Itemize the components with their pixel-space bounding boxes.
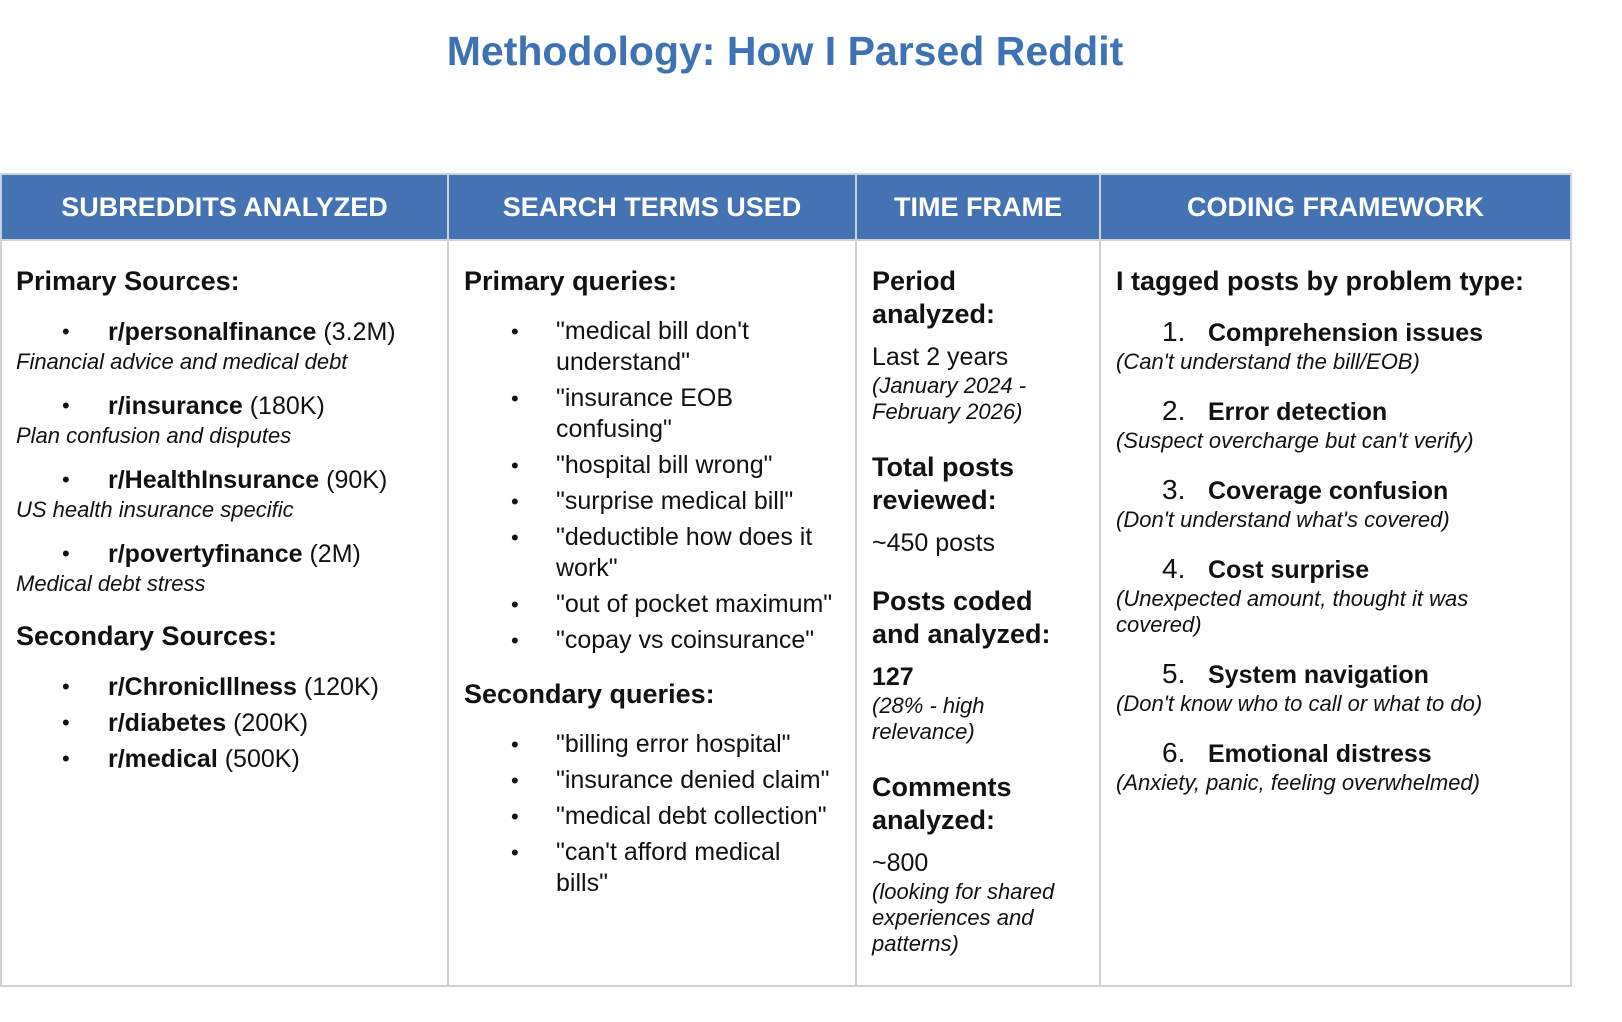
bullet-icon: • [511, 592, 519, 617]
bullet-icon: • [511, 804, 519, 829]
list-item: • r/personalfinance (3.2M) Financial advice and medical debt [16, 318, 396, 374]
header-search-terms: SEARCH TERMS USED [448, 174, 856, 240]
list-item: • "hospital bill wrong" [511, 451, 773, 479]
search-terms-cell [448, 240, 856, 986]
list-item: • "insurance EOB confusing" [511, 384, 734, 443]
list-item: • "copay vs coinsurance" [511, 626, 815, 654]
bullet-icon: • [511, 525, 519, 550]
header-time-frame: TIME FRAME [856, 174, 1100, 240]
list-item: • "billing error hospital" [511, 730, 791, 758]
list-item: • r/diabetes (200K) [62, 709, 309, 737]
subreddits-cell [1, 240, 448, 986]
time-frame-cell [856, 240, 1100, 986]
list-item: • "medical bill don't understand" [511, 317, 749, 376]
bullet-icon: • [511, 386, 519, 411]
period-block [872, 265, 1085, 425]
list-item: • "deductible how does it work" [511, 523, 813, 582]
period-value: Last 2 years [872, 343, 1009, 371]
coding-heading: I tagged posts by problem type: [1116, 266, 1525, 296]
header-subreddits: SUBREDDITS ANALYZED [1, 174, 448, 240]
period-note: (January 2024 - February 2026) [872, 373, 1027, 424]
methodology-table [0, 173, 1572, 987]
primary-sources-heading: Primary Sources: [16, 266, 240, 296]
list-item: • "insurance denied claim" [511, 766, 830, 794]
bullet-icon: • [62, 467, 70, 492]
total-posts-value: ~450 posts [872, 529, 996, 557]
list-item: 5. System navigation (Don't know who to call or what to do) [1116, 658, 1483, 716]
comments-block [872, 771, 1085, 957]
list-item: • r/ChronicIllness (120K) [62, 673, 379, 701]
list-item: 4. Cost surprise (Unexpected amount, thought it was covered) [1116, 553, 1469, 637]
total-posts-block [872, 451, 1085, 559]
bullet-icon: • [511, 319, 519, 344]
coded-posts-value: 127 [872, 663, 914, 691]
bullet-icon: • [511, 628, 519, 653]
coding-framework-cell [1100, 240, 1571, 986]
secondary-sources-heading: Secondary Sources: [16, 621, 278, 651]
coded-posts-note: (28% - high relevance) [872, 693, 985, 744]
coded-posts-label: Posts coded and analyzed: [872, 586, 1051, 649]
bullet-icon: • [511, 840, 519, 865]
list-item: 2. Error detection (Suspect overcharge but can't verify) [1116, 395, 1474, 453]
bullet-icon: • [511, 768, 519, 793]
bullet-icon: • [511, 489, 519, 514]
bullet-icon: • [511, 732, 519, 757]
list-item: • "can't afford medical bills" [511, 838, 781, 897]
total-posts-label: Total posts reviewed: [872, 452, 1015, 515]
list-item: 3. Coverage confusion (Don't understand what's covered) [1116, 474, 1450, 532]
primary-queries-heading: Primary queries: [464, 266, 678, 296]
bullet-icon: • [62, 710, 70, 735]
comments-note: (looking for shared experiences and patterns) [872, 879, 1055, 956]
comments-value: ~800 [872, 849, 929, 877]
list-item: • r/insurance (180K) Plan confusion and disputes [16, 392, 325, 448]
bullet-icon: • [62, 674, 70, 699]
list-item: • "out of pocket maximum" [511, 590, 833, 618]
bullet-icon: • [62, 319, 70, 344]
page-title: Methodology: How I Parsed Reddit [446, 28, 1124, 74]
list-item: • r/medical (500K) [62, 745, 300, 773]
list-item: 1. Comprehension issues (Can't understand the bill/EOB) [1116, 316, 1484, 374]
bullet-icon: • [62, 746, 70, 771]
secondary-queries-heading: Secondary queries: [464, 679, 715, 709]
bullet-icon: • [62, 541, 70, 566]
bullet-icon: • [511, 453, 519, 478]
list-item: • "medical debt collection" [511, 802, 827, 830]
period-label: Period analyzed: [872, 266, 996, 329]
list-item: • r/povertyfinance (2M) Medical debt stress [16, 540, 361, 596]
header-coding-framework: CODING FRAMEWORK [1100, 174, 1571, 240]
bullet-icon: • [62, 393, 70, 418]
list-item: • "surprise medical bill" [511, 487, 794, 515]
coded-posts-block [872, 585, 1085, 745]
list-item: 6. Emotional distress (Anxiety, panic, feeling overwhelmed) [1116, 737, 1480, 795]
comments-label: Comments analyzed: [872, 772, 1012, 835]
list-item: • r/HealthInsurance (90K) US health insurance specific [16, 466, 388, 522]
